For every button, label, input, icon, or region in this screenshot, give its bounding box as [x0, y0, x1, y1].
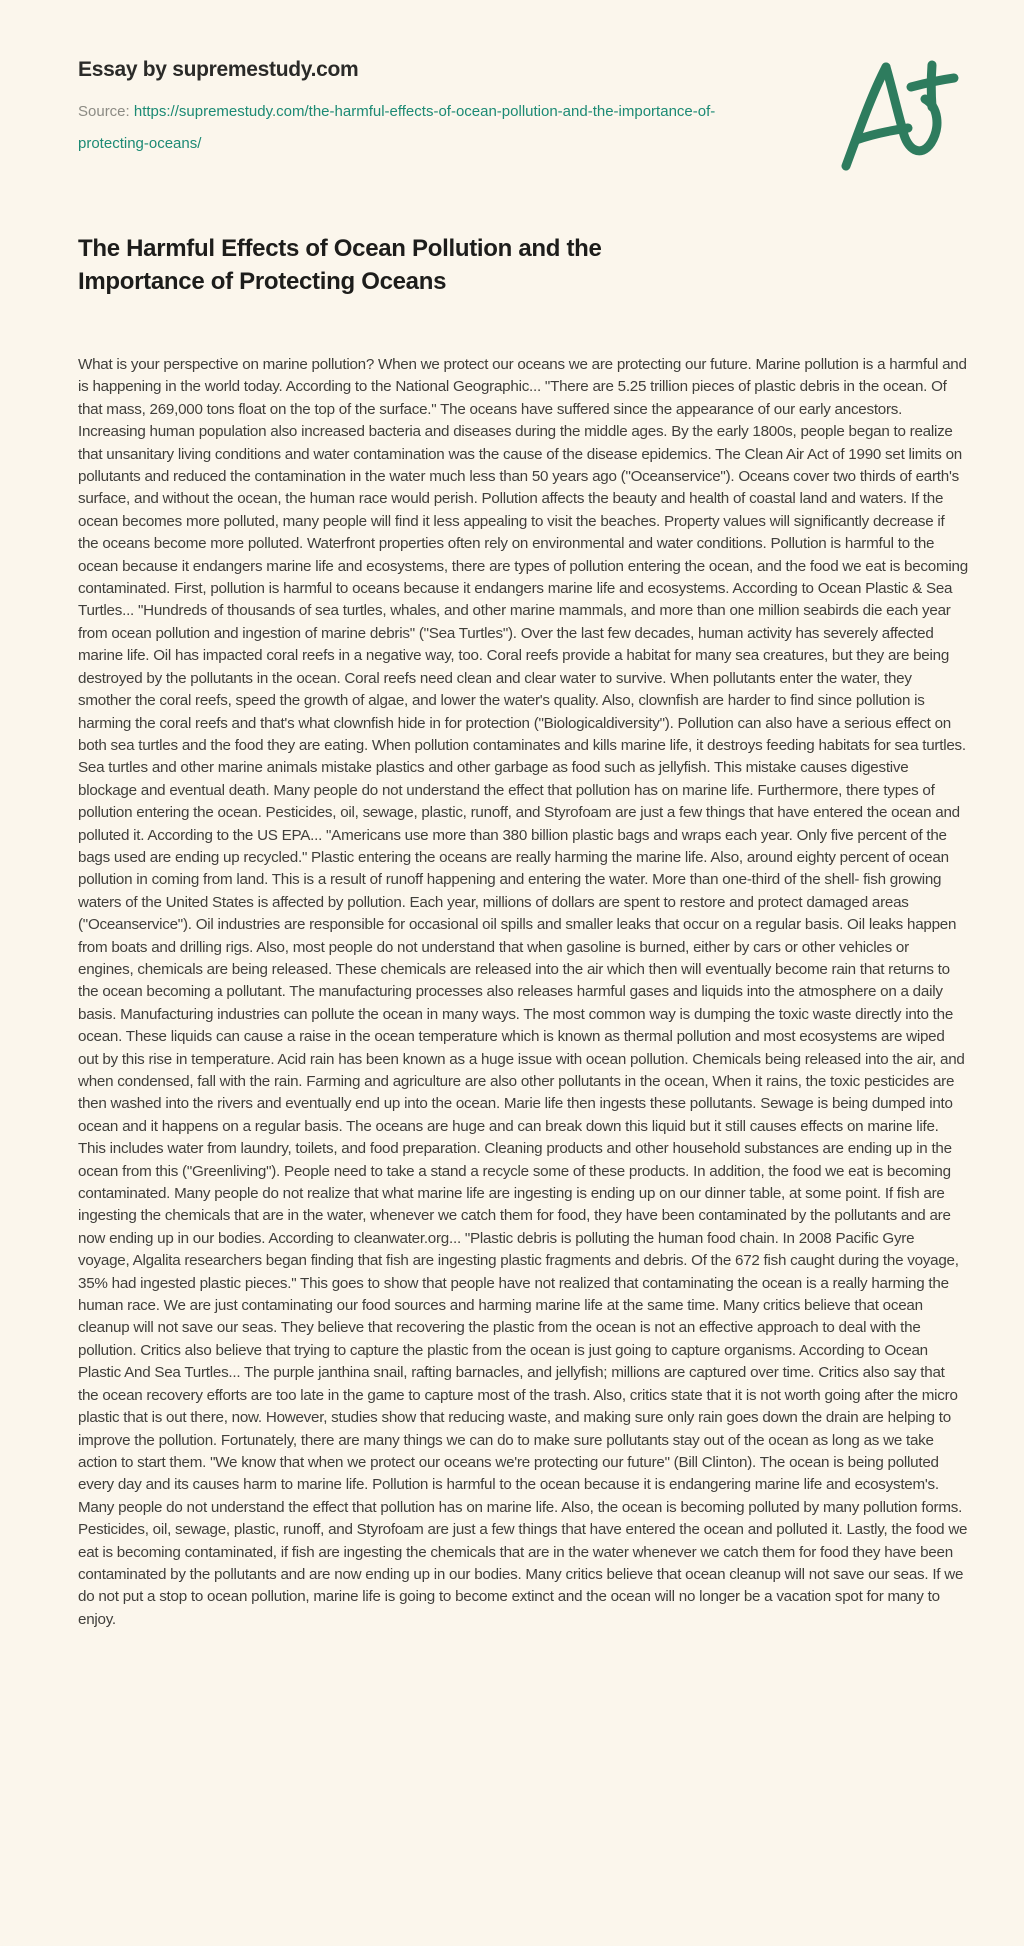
source-link[interactable]: https://supremestudy.com/the-harmful-effects-of-ocean-pollution-and-the-importance-of-protecting-oceans/	[78, 103, 716, 152]
essay-byline: Essay by supremestudy.com	[78, 58, 359, 81]
a-plus-logo-icon	[834, 54, 964, 172]
page-header	[78, 52, 968, 172]
essay-title: The Harmful Effects of Ocean Pollution and the Importance of Protecting Oceans	[78, 235, 602, 295]
header-text-block	[78, 52, 738, 160]
source-label: Source:	[78, 103, 134, 120]
essay-body: What is your perspective on marine pollution? When we protect our oceans we are protecting our future. Marine pollution is a harmful and is happening in the world today. According to the National Geographic... "There are 5.25 trillion pieces of plastic debris in the ocean. Of that mass, 269,000 tons float on the top of the surface." The oceans have suffered since the appearance of our early ancestors. Increasing human population also increased bacteria and diseases during the middle ages. By the early 1800s, people began to realize that unsanitary living conditions and water contamination was the cause of the disease epidemics. The Clean Air Act of 1990 set limits on pollutants and reduced the contamination in the water much less than 50 years ago ("Oceanservice"). Oceans cover two thirds of earth's surface, and without the ocean, the human race would perish. Pollution affects the beauty and health of coastal land and waters. If the ocean becomes more polluted, many people will find it less appealing to visit the beaches. Property values will significantly decrease if the oceans become more polluted. Waterfront properties often rely on environmental and water conditions. Pollution is harmful to the ocean because it endangers marine life and ecosystems, there are types of pollution entering the ocean, and the food we eat is becoming contaminated. First, pollution is harmful to oceans because it endangers marine life and ecosystems. According to Ocean Plastic & Sea Turtles... "Hundreds of thousands of sea turtles, whales, and other marine mammals, and more than one million seabirds die each year from ocean pollution and ingestion of marine debris" ("Sea Turtles"). Over the last few decades, human activity has severely affected marine life. Oil has impacted coral reefs in a negative way, too. Coral reefs provide a habitat for many sea creatures, but they are being destroyed by the pollutants in the ocean. Coral reefs need clean and clear water to survive. When pollutants enter the water, they smother the coral reefs, speed the growth of algae, and lower the water's quality. Also, clownfish are harder to find since pollution is harming the coral reefs and that's what clownfish hide in for protection ("Biologicaldiversity"). Pollution can also have a serious effect on both sea turtles and the food they are eating. When pollution contaminates and kills marine life, it destroys feeding habitats for sea turtles. Sea turtles and other marine animals mistake plastics and other garbage as food such as jellyfish. This mistake causes digestive blockage and eventual death. Many people do not understand the effect that pollution has on marine life. Furthermore, there types of pollution entering the ocean. Pesticides, oil, sewage, plastic, runoff, and Styrofoam are just a few things that have entered the ocean and polluted it. According to the US EPA... "Americans use more than 380 billion plastic bags and wraps each year. Only five percent of the bags used are ending up recycled." Plastic entering the oceans are really harming the marine life. Also, around eighty percent of ocean pollution in coming from land. This is a result of runoff happening and entering the water. More than one-third of the shell- fish growing waters of the United States is affected by pollution. Each year, millions of dollars are spent to restore and protect damaged areas ("Oceanservice"). Oil industries are responsible for occasional oil spills and smaller leaks that occur on a regular basis. Oil leaks happen from boats and drilling rigs. Also, most people do not understand that when gasoline is burned, either by cars or other vehicles or engines, chemicals are being released. These chemicals are released into the air which then will eventually become rain that returns to the ocean becoming a pollutant. The manufacturing processes also releases harmful gases and liquids into the atmosphere on a daily basis. Manufacturing industries can pollute the ocean in many ways. The most common way is dumping the toxic waste directly into the ocean. These liquids can cause a raise in the ocean temperature which is known as thermal pollution and most ecosystems are wiped out by this rise in temperature. Acid rain has been known as a huge issue with ocean pollution. Chemicals being released into the air, and when condensed, fall with the rain. Farming and agriculture are also other pollutants in the ocean, When it rains, the toxic pesticides are then washed into the rivers and eventually end up into the ocean. Marie life then ingests these pollutants. Sewage is being dumped into ocean and it happens on a regular basis. The oceans are huge and can break down this liquid but it still causes effects on marine life. This includes water from laundry, toilets, and food preparation. Cleaning products and other household substances are ending up in the ocean from this ("Greenliving"). People need to take a stand a recycle some of these products. In addition, the food we eat is becoming contaminated. Many people do not realize that what marine life are ingesting is ending up on our dinner table, at some point. If fish are ingesting the chemicals that are in the water, whenever we catch them for food, they have been contaminated by the pollutants and are now ending up in our bodies. According to cleanwater.org... "Plastic debris is polluting the human food chain. In 2008 Pacific Gyre voyage, Algalita researchers began finding that fish are ingesting plastic fragments and debris. Of the 672 fish caught during the voyage, 35% had ingested plastic pieces." This goes to show that people have not realized that contaminating the ocean is a really harming the human race. We are just contaminating our food sources and harming marine life at the same time. Many critics believe that ocean cleanup will not save our seas. They believe that recovering the plastic from the ocean is not an effective approach to deal with the pollution. Critics also believe that trying to capture the plastic from the ocean is just going to capture organisms. According to Ocean Plastic And Sea Turtles... The purple janthina snail, rafting barnacles, and jellyfish; millions are captured over time. Critics also say that the ocean recovery efforts are too late in the game to capture most of the trash. Also, critics state that it is not worth going after the micro plastic that is out there, now. However, studies show that reducing waste, and making sure only rain goes down the drain are helping to improve the pollution. Fortunately, there are many things we can do to make sure pollutants stay out of the ocean as long as we take action to start them. "We know that when we protect our oceans we're protecting our future" (Bill Clinton). The ocean is being polluted every day and its causes harm to marine life. Pollution is harmful to the ocean because it is endangering marine life and ecosystem's. Many people do not understand the effect that pollution has on marine life. Also, the ocean is becoming polluted by many pollution forms. Pesticides, oil, sewage, plastic, runoff, and Styrofoam are just a few things that have entered the ocean and polluted it. Lastly, the food we eat is becoming contaminated, if fish are ingesting the chemicals that are in the water whenever we catch them for food they have been contaminated by the pollutants and are now ending up in our bodies. Many critics believe that ocean cleanup will not save our seas. If we do not put a stop to ocean pollution, marine life is going to become extinct and the ocean will no longer be a vacation spot for many to enjoy.	[78, 356, 968, 1628]
source-line	[78, 96, 738, 160]
